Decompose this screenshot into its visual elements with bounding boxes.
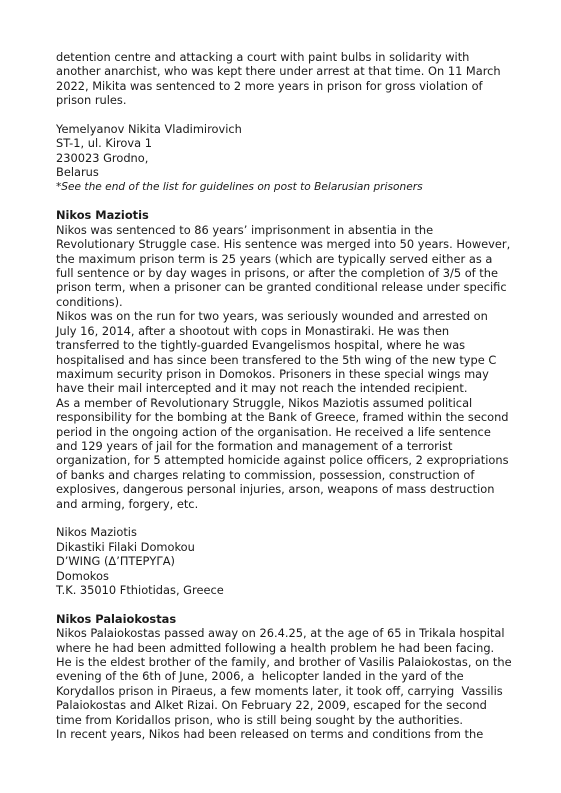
- address-line: T.K. 35010 Fthiotidas, Greece: [56, 582, 224, 597]
- address-line: Belarus: [56, 165, 99, 180]
- address-line: D’WING (Δ’ΠΤΕΡΥΓΑ): [56, 554, 175, 569]
- section-heading-palaiokostas: Nikos Palaiokostas: [56, 611, 177, 626]
- document-page: [56, 50, 516, 741]
- address-block-yemelyanov: [56, 122, 516, 194]
- spacer: [56, 597, 516, 611]
- address-line: 230023 Grodno,: [56, 150, 149, 165]
- spacer: [56, 108, 516, 122]
- address-line: Yemelyanov Nikita Vladimirovich: [56, 122, 242, 137]
- spacer: [56, 194, 516, 208]
- address-line: Domokos: [56, 568, 109, 583]
- maziotis-paragraph-1: Nikos was sentenced to 86 years’ imprisonment in absentia in the Revolutionary Struggle case. His sentence was merged into 50 years. However, the maximum prison term is 25 years (which are typically served either as a full sentence or by day wages in prisons, or after the completion of 3/5 of the prison term, when a prisoner can be granted conditional release under specific conditions).: [56, 222, 511, 309]
- palaiokostas-paragraph-2: In recent years, Nikos had been released on terms and conditions from the: [56, 727, 484, 742]
- address-block-maziotis: [56, 525, 516, 597]
- address-line: ST-1, ul. Kirova 1: [56, 136, 152, 151]
- maziotis-paragraph-3: As a member of Revolutionary Struggle, Nikos Maziotis assumed political responsibility for the bombing at the Bank of Greece, framed within the second period in the ongoing action of the organisation. He received a life sentence and 129 years of jail for the formation and management of a terrorist organization, for 5 attempted homicide against police officers, 2 expropriations of banks and charges relating to commission, possession, construction of explosives, dangerous personal injuries, arson, weapons of mass destruction and arming, forgery, etc.: [56, 395, 509, 511]
- section-heading-maziotis: Nikos Maziotis: [56, 208, 149, 223]
- intro-paragraph: detention centre and attacking a court with paint bulbs in solidarity with another anarchist, who was kept there under arrest at that time. On 11 March 2022, Mikita was sentenced to 2 more years in prison for gross violation of prison rules.: [56, 50, 501, 108]
- maziotis-paragraph-2: Nikos was on the run for two years, was seriously wounded and arrested on July 16, 2014, after a shootout with cops in Monastiraki. He was then transferred to the tightly-guarded Evangelismos hospital, where he was hospitalised and has since been transfered to the 5th wing of the new type C maximum security prison in Domokos. Prisoners in these special wings may have their mail intercepted and it may not reach the intended recipient.: [56, 309, 497, 396]
- address-line: Nikos Maziotis: [56, 525, 137, 540]
- palaiokostas-paragraph-1: Nikos Palaiokostas passed away on 26.4.25, at the age of 65 in Trikala hospital where he had been admitted following a health problem he had been facing. He is the eldest brother of the family, and brother of Vasilis Palaiokostas, on the evening of the 6th of June, 2006, a helicopter landed in the yard of the Korydallos prison in Piraeus, a few moments later, it took off, carrying Vassilis Palaiokostas and Alket Rizai. On February 22, 2009, escaped for the second time from Koridallos prison, who is still being sought by the authorities.: [56, 626, 512, 727]
- address-line: Dikastiki Filaki Domokou: [56, 539, 195, 554]
- postal-note: *See the end of the list for guidelines on post to Belarusian prisoners: [56, 180, 423, 193]
- spacer: [56, 511, 516, 525]
